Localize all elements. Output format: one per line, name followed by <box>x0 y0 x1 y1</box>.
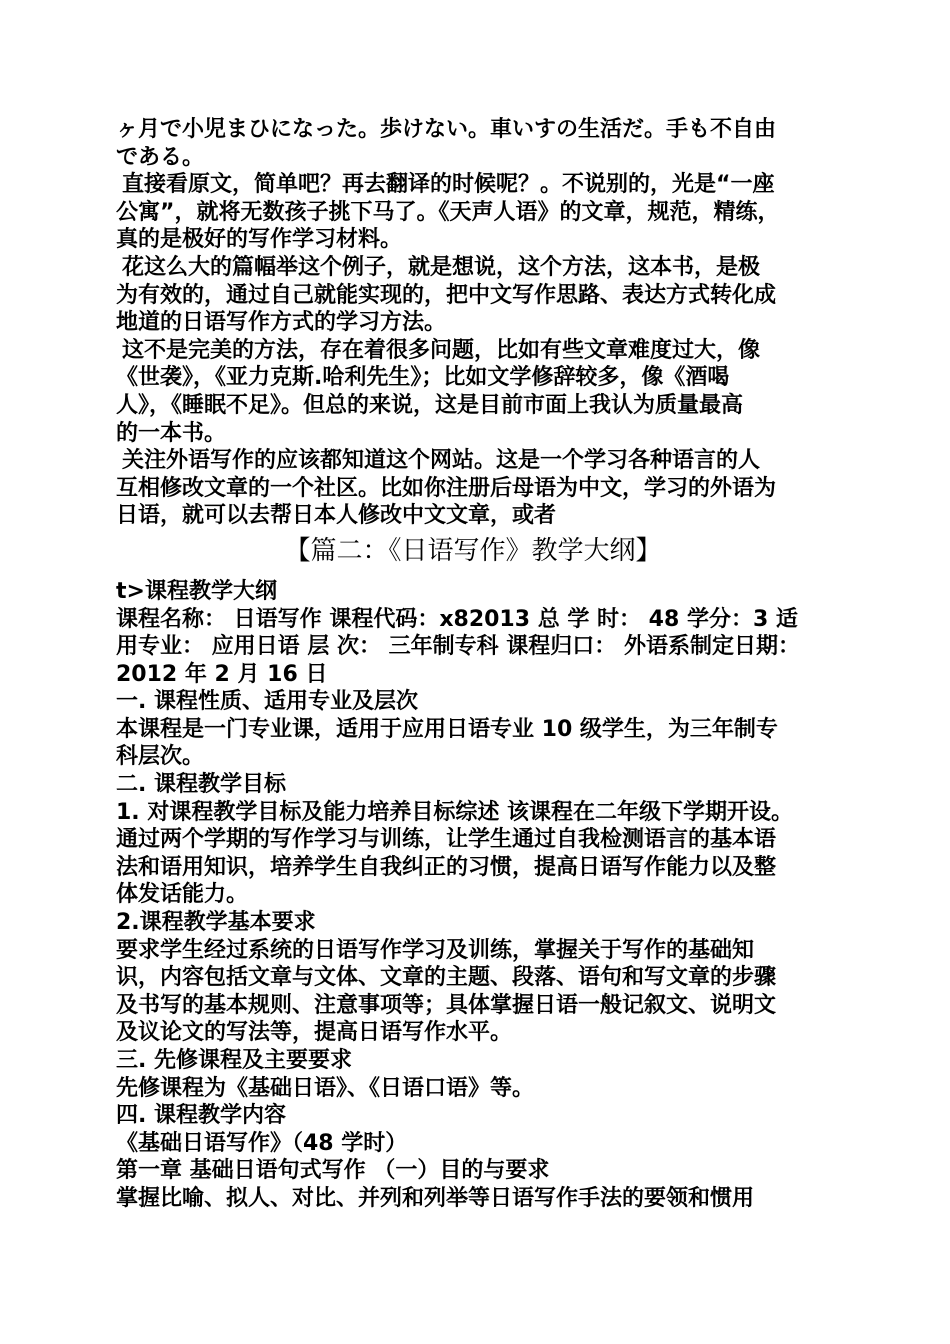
text-line: 这不是完美的方法，存在着很多问题，比如有些文章难度过大，像 <box>122 337 761 363</box>
text-line: 花这么大的篇幅举这个例子，就是想说，这个方法，这本书，是极 <box>122 254 761 280</box>
text-line: 《基础日语写作》（48 学时） <box>116 1130 408 1156</box>
section-title: 一. 课程性质、适用专业及层次 <box>116 689 419 715</box>
text-line: 先修课程为《基础日语》、《日语口语》等。 <box>116 1075 535 1101</box>
section-title: 三. 先修课程及主要要求 <box>116 1048 353 1073</box>
subsection-title: 2.课程教学基本要求 <box>116 910 316 936</box>
text-line: 日语，就可以去帮日本人修改中文文章，或者 <box>116 503 557 529</box>
text-line: 及议论文的写法等，提高日语写作水平。 <box>116 1020 513 1046</box>
text-line: 掌握比喻、拟人、对比、并列和列举等日语写作手法的要领和惯用 <box>116 1185 755 1211</box>
chapter-title: 第一章 基础日语句式写作 （一）目的与要求 <box>116 1158 550 1184</box>
text-line: 人》，《睡眠不足》。但总的来说，这是目前市面上我认为质量最高 <box>116 392 744 418</box>
text-line: 用专业： 应用日语 层 次： 三年制专科 课程归口： 外语系制定日期： <box>116 634 800 660</box>
text-line: 1. 对课程教学目标及能力培养目标综述 该课程在二年级下学期开设。 <box>116 799 793 825</box>
text-line: 2012 年 2 月 16 日 <box>116 661 328 687</box>
text-line: 及书写的基本规则、注意事项等；具体掌握日语一般记叙文、说明文 <box>116 992 777 1018</box>
text-line: 关注外语写作的应该都知道这个网站。这是一个学习各种语言的人 <box>122 448 761 474</box>
text-line: 体发话能力。 <box>116 882 249 908</box>
intro-section <box>116 116 840 530</box>
text-line: 识，内容包括文章与文体、文章的主题、段落、语句和写文章的步骤 <box>116 965 777 991</box>
syllabus-title: t>课程教学大纲 <box>116 578 277 604</box>
text-line: 《世袭》，《亚力克斯.哈利先生》；比如文学修辞较多，像《酒喝 <box>116 365 730 391</box>
text-line: 通过两个学期的写作学习与训练，让学生通过自我检测语言的基本语 <box>116 827 777 853</box>
text-line: 要求学生经过系统的日语写作学习及训练，掌握关于写作的基础知 <box>116 937 755 963</box>
text-line: 公寓”，就将无数孩子挑下马了。《天声人语》的文章，规范，精练， <box>116 199 780 225</box>
section-title: 二. 课程教学目标 <box>116 772 287 798</box>
text-line: 科层次。 <box>116 744 205 770</box>
text-line: 地道的日语写作方式的学习方法。 <box>116 310 447 336</box>
text-line: 的一本书。 <box>116 420 227 446</box>
text-line: ヶ月で小児まひになった。歩けない。車いすの生活だ。手も不自由 <box>116 117 777 142</box>
text-line: 课程名称： 日语写作 课程代码：x82013 总 学 时： 48 学分：3 适 <box>116 606 798 632</box>
section-heading: 【篇二：《日语写作》教学大纲】 <box>284 535 662 566</box>
text-line: 直接看原文，简单吧？再去翻译的时候呢？。不说别的，光是“一座 <box>122 172 775 198</box>
text-line: 为有效的，通过自己就能实现的，把中文写作思路、表达方式转化成 <box>116 282 777 308</box>
text-line: 法和语用知识，培养学生自我纠正的习惯，提高日语写作能力以及整 <box>116 854 777 880</box>
text-line: である。 <box>116 144 205 170</box>
text-line: 本课程是一门专业课，适用于应用日语专业 10 级学生，为三年制专 <box>116 716 778 742</box>
syllabus-section <box>116 578 840 1213</box>
section-title: 四. 课程教学内容 <box>116 1103 287 1129</box>
text-line: 真的是极好的写作学习材料。 <box>116 227 403 253</box>
text-line: 互相修改文章的一个社区。比如你注册后母语为中文，学习的外语为 <box>116 475 777 501</box>
document-body <box>116 116 840 1213</box>
